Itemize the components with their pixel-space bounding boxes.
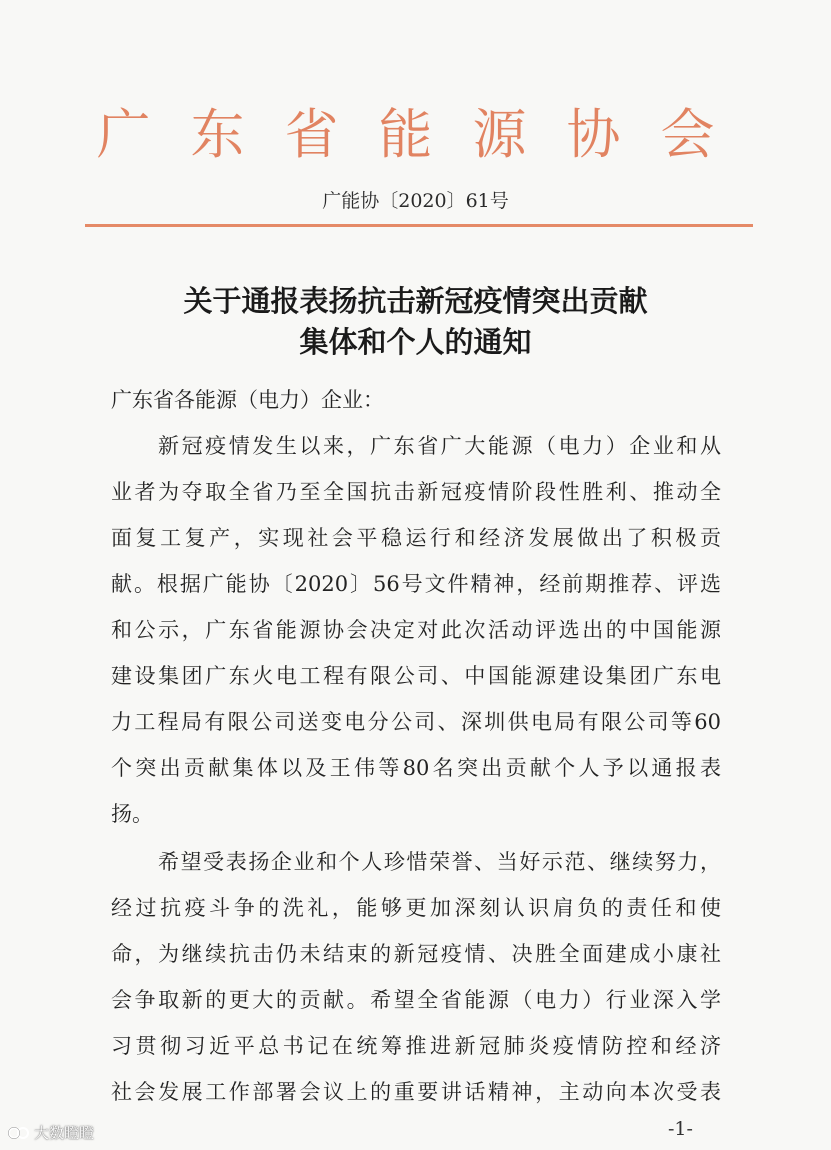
watermark-text: 大数瞪瞪 (34, 1124, 95, 1142)
paragraph-1-line: 和公示，广东省能源协会决定对此次活动评选出的中国能源 (111, 618, 721, 642)
letterhead-divider (85, 224, 753, 227)
notice-title-line-2: 集体和个人的通知 (299, 325, 532, 359)
paragraph-2-line: 希望受表扬企业和个人珍惜荣誉、当好示范、继续努力， (158, 850, 721, 874)
paragraph-1-line: 业者为夺取全省乃至全国抗击新冠疫情阶段性胜利、推动全 (111, 480, 721, 504)
watermark (8, 1122, 94, 1143)
paragraph-1-line: 面复工复产，实现社会平稳运行和经济发展做出了积极贡 (111, 526, 721, 550)
paragraph-1-line: 力工程局有限公司送变电分公司、深圳供电局有限公司等60 (111, 710, 721, 734)
paragraph-1-line: 扬。 (111, 802, 153, 826)
watermark-logo-icon (8, 1125, 30, 1141)
paragraph-2-line: 社会发展工作部署会议上的重要讲话精神，主动向本次受表 (111, 1080, 721, 1104)
paragraph-2-line: 会争取新的更大的贡献。希望全省能源（电力）行业深入学 (111, 988, 721, 1012)
paragraph-1-line: 个突出贡献集体以及王伟等80名突出贡献个人予以通报表 (111, 756, 721, 780)
notice-title-line-1: 关于通报表扬抗击新冠疫情突出贡献 (183, 284, 648, 318)
paragraph-2-line: 习贯彻习近平总书记在统筹推进新冠肺炎疫情防控和经济 (111, 1034, 721, 1058)
paragraph-1-line: 建设集团广东火电工程有限公司、中国能源建设集团广东电 (111, 664, 721, 688)
paragraph-2-line: 命，为继续抗击仍未结束的新冠疫情、决胜全面建成小康社 (111, 942, 721, 966)
page-number: -1- (668, 1118, 693, 1140)
paragraph-1-line: 新冠疫情发生以来，广东省广大能源（电力）企业和从 (158, 434, 721, 458)
paragraph-1-line: 献。根据广能协〔2020〕56号文件精神，经前期推荐、评选 (111, 572, 721, 596)
salutation: 广东省各能源（电力）企业： (111, 388, 384, 412)
document-number: 广能协〔2020〕61号 (322, 190, 509, 212)
org-letterhead: 广东省能源协会 (96, 103, 755, 166)
paragraph-2-line: 经过抗疫斗争的洗礼，能够更加深刻认识肩负的责任和使 (111, 896, 721, 920)
